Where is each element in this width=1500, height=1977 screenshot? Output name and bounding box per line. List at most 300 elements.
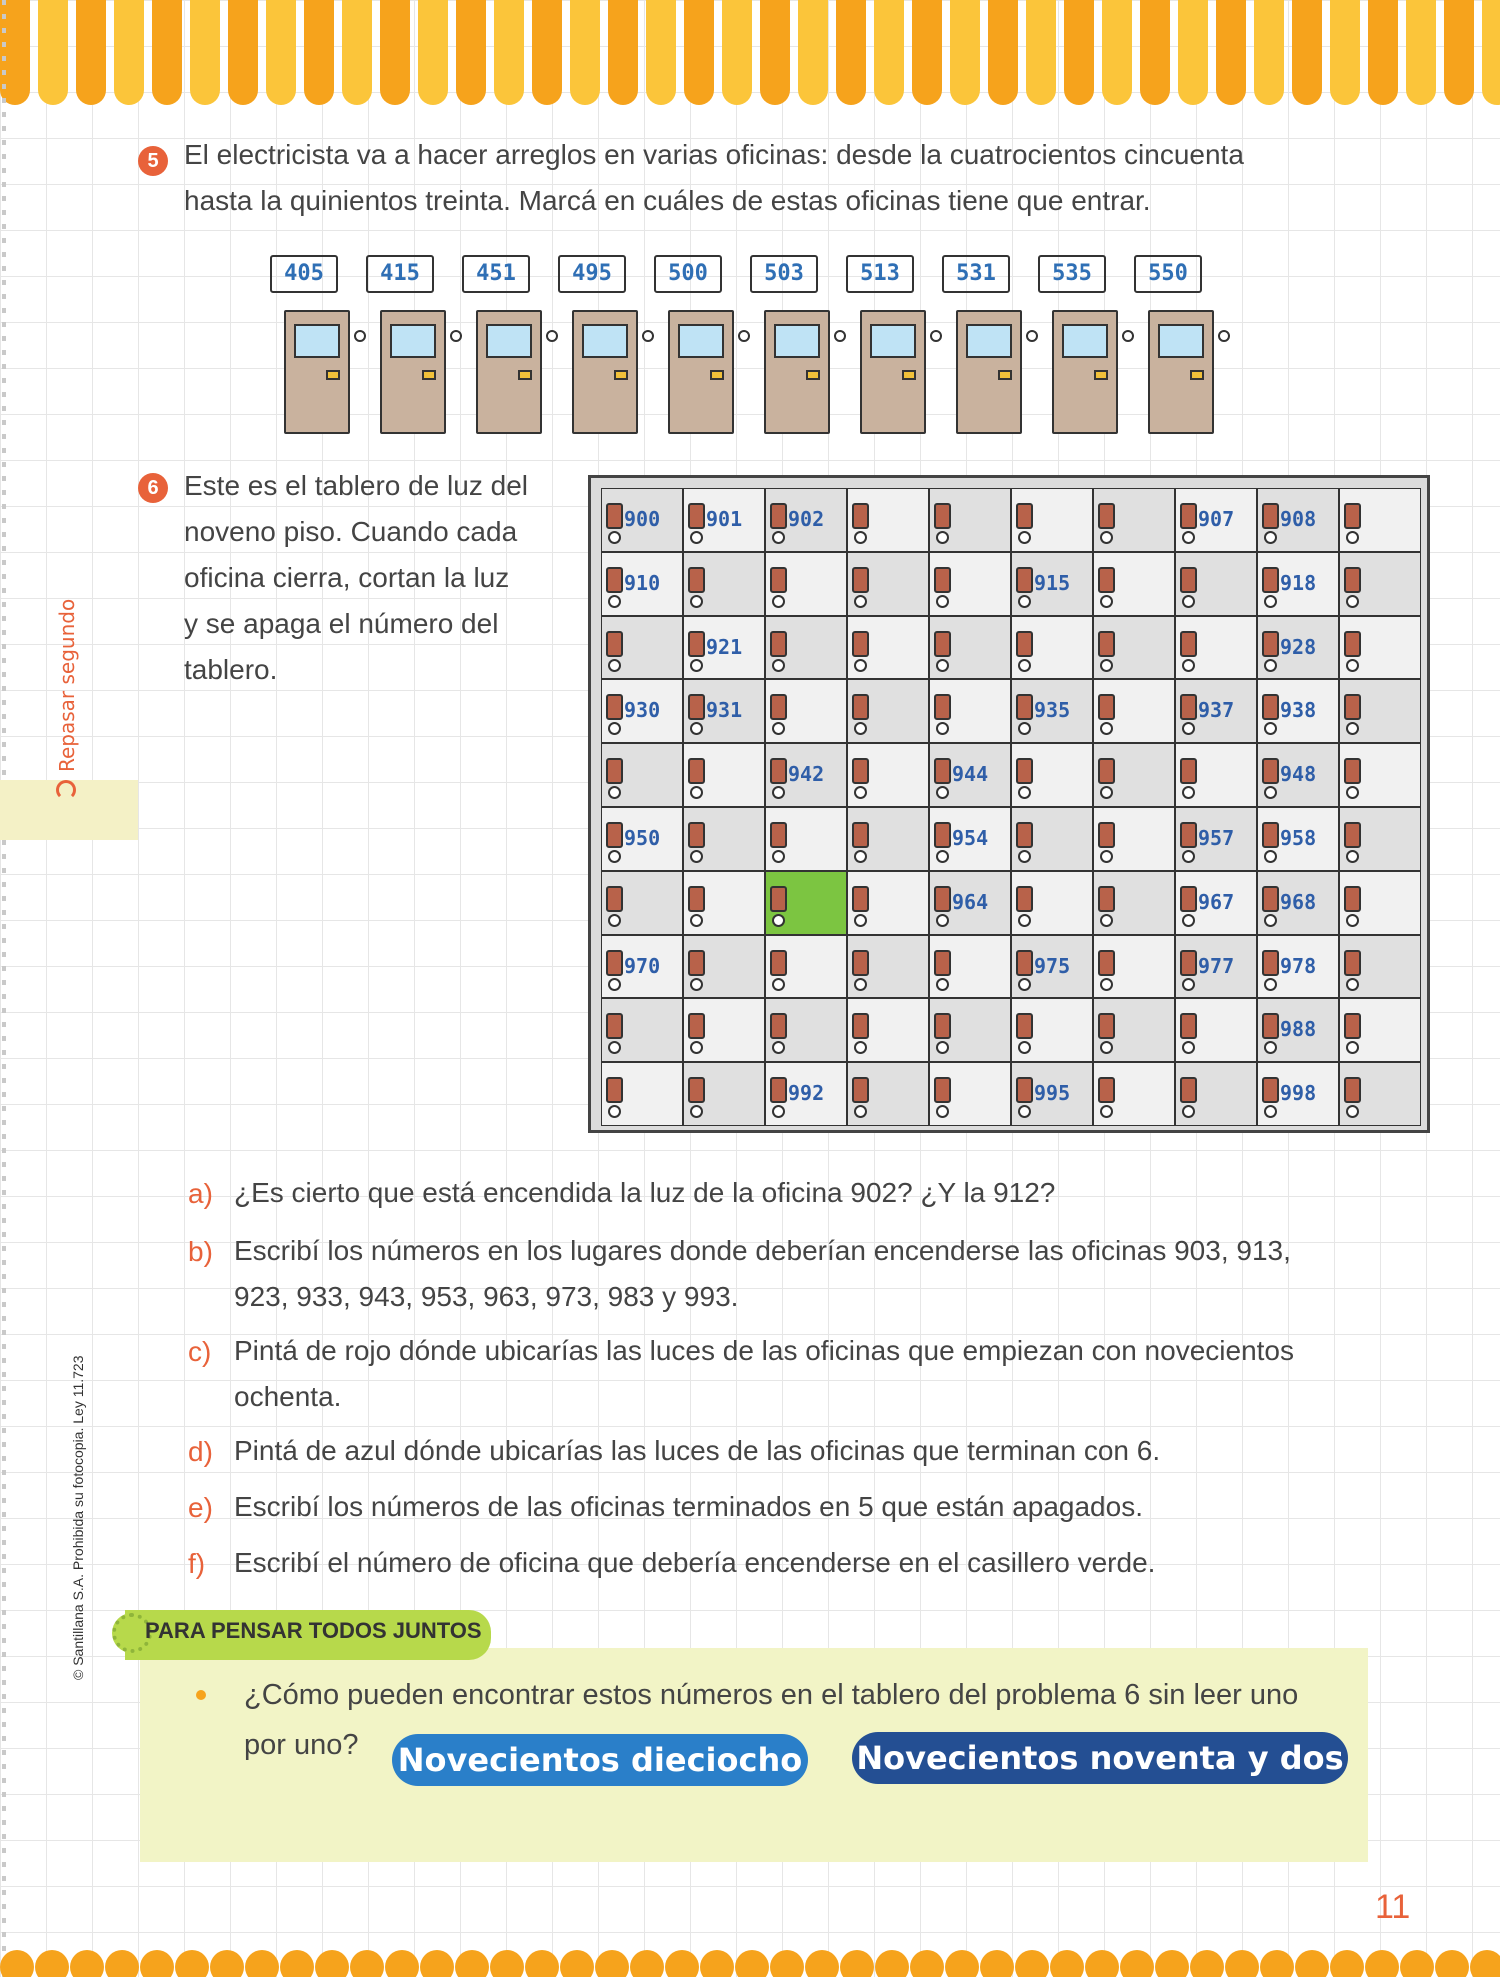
switch-knob-icon [1100,1041,1113,1054]
light-switch-icon [770,822,787,848]
light-switch-icon [1262,758,1279,784]
board-cell[interactable] [847,552,929,616]
switch-knob-icon [690,978,703,991]
light-switch-icon [688,694,705,720]
light-switch-icon [1180,503,1197,529]
board-cell[interactable] [1011,935,1093,999]
think-question-line-2: por uno? [244,1729,359,1761]
board-number: 902 [788,507,825,531]
light-switch-icon [770,1077,787,1103]
board-cell[interactable] [601,679,683,743]
board-cell[interactable] [1339,679,1421,743]
light-switch-icon [1180,950,1197,976]
board-cell[interactable] [847,488,929,552]
question-letter: e) [188,1492,213,1523]
door-window [294,324,340,358]
band-stripe [988,0,1018,105]
light-switch-icon [688,567,705,593]
office-door[interactable] [462,255,562,435]
board-cell[interactable] [1093,807,1175,871]
switch-knob-icon [608,914,621,927]
board-cell[interactable] [1093,998,1175,1062]
band-stripe [380,0,410,105]
board-number: 950 [624,826,661,850]
light-switch-icon [688,503,705,529]
switch-knob-icon [608,1041,621,1054]
band-bead [140,1950,174,1977]
band-bead [875,1950,909,1977]
board-cell[interactable] [1093,616,1175,680]
board-cell[interactable] [1257,935,1339,999]
band-stripe [1330,0,1360,105]
light-switch-icon [606,886,623,912]
board-cell[interactable] [1011,998,1093,1062]
switch-knob-icon [1018,786,1031,799]
switch-knob-icon [772,722,785,735]
light-switch-icon [770,503,787,529]
doorbell-icon [354,330,366,342]
board-cell[interactable] [847,1062,929,1126]
question-text [234,1540,1454,1586]
light-switch-icon [1016,758,1033,784]
switch-knob-icon [608,786,621,799]
board-cell[interactable] [1011,743,1093,807]
switch-knob-icon [690,595,703,608]
board-cell[interactable] [1011,871,1093,935]
light-board-grid [601,488,1421,1126]
band-bead [385,1950,419,1977]
switch-knob-icon [854,531,867,544]
board-number: 935 [1034,698,1071,723]
light-switch-icon [1098,1013,1115,1039]
band-bead [945,1950,979,1977]
board-cell[interactable] [683,616,765,680]
band-stripe [646,0,676,105]
door-handle [614,370,628,380]
board-cell[interactable] [1093,935,1175,999]
board-cell[interactable] [929,1062,1011,1126]
board-cell[interactable] [683,998,765,1062]
board-cell[interactable] [601,552,683,616]
question-line: Escribí el número de oficina que debería encenderse en el casillero verde. [234,1547,1156,1578]
board-cell[interactable] [601,616,683,680]
think-together-title: PARA PENSAR TODOS JUNTOS [145,1618,482,1643]
board-cell[interactable] [601,1062,683,1126]
door-icon [956,310,1022,434]
door-icon [380,310,446,434]
board-cell[interactable] [1257,1062,1339,1126]
board-cell[interactable] [847,998,929,1062]
question-text [234,1228,1454,1320]
switch-knob-icon [690,914,703,927]
switch-knob-icon [1182,978,1195,991]
board-cell[interactable] [847,743,929,807]
switch-knob-icon [936,659,949,672]
light-switch-icon [688,758,705,784]
switch-knob-icon [772,850,785,863]
board-cell[interactable] [765,998,847,1062]
band-stripe [950,0,980,105]
board-cell[interactable] [601,998,683,1062]
board-cell[interactable] [1093,1062,1175,1126]
door-window [390,324,436,358]
switch-knob-icon [1100,850,1113,863]
board-cell[interactable] [929,807,1011,871]
band-stripe [494,0,524,105]
board-cell[interactable] [683,871,765,935]
switch-knob-icon [608,531,621,544]
band-bead [1295,1950,1329,1977]
door-icon [764,310,830,434]
office-door[interactable] [1038,255,1138,435]
problem-6-line: oficina cierra, cortan la luz [184,562,510,593]
board-number: 942 [788,762,825,787]
door-window [1158,324,1204,358]
switch-knob-icon [1018,659,1031,672]
door-number: 415 [366,255,434,293]
switch-knob-icon [1346,659,1359,672]
switch-knob-icon [1018,850,1031,863]
light-switch-icon [1344,1013,1361,1039]
door-handle [806,370,820,380]
board-cell[interactable] [1175,616,1257,680]
board-number: 968 [1280,889,1317,914]
board-cell[interactable] [1175,871,1257,935]
board-cell[interactable] [765,488,847,552]
light-switch-icon [934,886,951,912]
switch-knob-icon [1100,595,1113,608]
board-cell[interactable] [1339,1062,1421,1126]
band-stripe [532,0,562,105]
switch-knob-icon [772,786,785,799]
board-number: 930 [624,698,661,723]
band-bead [455,1950,489,1977]
board-cell[interactable] [1257,488,1339,552]
band-stripe [798,0,828,105]
switch-knob-icon [854,1041,867,1054]
board-cell[interactable] [1257,871,1339,935]
switch-knob-icon [854,850,867,863]
board-cell[interactable] [765,743,847,807]
question-line: ¿Es cierto que está encendida la luz de la oficina 902? ¿Y la 912? [234,1177,1056,1208]
board-cell[interactable] [765,616,847,680]
doorbell-icon [450,330,462,342]
board-cell[interactable] [683,743,765,807]
band-bead [980,1950,1014,1977]
office-door[interactable] [366,255,466,435]
board-cell[interactable] [929,552,1011,616]
band-stripe [1482,0,1500,105]
board-cell[interactable] [601,935,683,999]
door-icon [572,310,638,434]
band-stripe [418,0,448,105]
light-switch-icon [852,822,869,848]
door-handle [1190,370,1204,380]
light-switch-icon [1180,758,1197,784]
doorbell-icon [930,330,942,342]
light-switch-icon [688,886,705,912]
light-switch-icon [1098,1077,1115,1103]
switch-knob-icon [854,722,867,735]
board-cell[interactable] [1011,679,1093,743]
light-switch-icon [1098,503,1115,529]
board-cell[interactable] [1093,743,1175,807]
board-cell[interactable] [1175,1062,1257,1126]
board-cell[interactable] [1175,552,1257,616]
board-cell[interactable] [1175,488,1257,552]
board-number: 988 [1280,1017,1317,1042]
light-switch-icon [1344,1077,1361,1103]
switch-knob-icon [608,1105,621,1118]
light-switch-icon [770,694,787,720]
switch-knob-icon [854,1105,867,1118]
doorbell-icon [1218,330,1230,342]
pill-novecientos-noventa-y-dos: Novecientos noventa y dos [852,1732,1348,1784]
bottom-decorative-band [0,1944,1500,1977]
board-cell[interactable] [1011,807,1093,871]
light-switch-icon [770,886,787,912]
board-cell[interactable] [1257,998,1339,1062]
board-cell[interactable] [929,488,1011,552]
light-switch-icon [1180,567,1197,593]
light-switch-icon [934,567,951,593]
board-cell[interactable] [1093,679,1175,743]
board-cell[interactable] [1011,552,1093,616]
board-cell[interactable] [601,807,683,871]
light-switch-icon [1344,886,1361,912]
office-door[interactable] [270,255,370,435]
band-stripe [342,0,372,105]
band-bead [805,1950,839,1977]
light-switch-icon [1180,1013,1197,1039]
board-cell[interactable] [1257,616,1339,680]
light-switch-icon [1262,631,1279,657]
board-cell[interactable] [601,743,683,807]
board-cell[interactable] [1175,679,1257,743]
switch-knob-icon [608,850,621,863]
switch-knob-icon [1346,1041,1359,1054]
light-switch-icon [1016,1013,1033,1039]
board-cell[interactable] [1175,998,1257,1062]
band-bead [35,1950,69,1977]
problem-6-line: y se apaga el número del [184,608,499,639]
switch-knob-icon [772,914,785,927]
light-switch-icon [934,950,951,976]
board-cell[interactable] [683,488,765,552]
board-cell[interactable] [1339,998,1421,1062]
door-icon [284,310,350,434]
board-cell[interactable] [601,871,683,935]
light-switch-icon [1016,1077,1033,1103]
door-number: 550 [1134,255,1202,293]
light-switch-icon [1016,567,1033,593]
switch-knob-icon [690,1041,703,1054]
board-cell[interactable] [765,1062,847,1126]
switch-knob-icon [1346,914,1359,927]
light-switch-icon [770,758,787,784]
band-bead [420,1950,454,1977]
door-icon [476,310,542,434]
office-door[interactable] [846,255,946,435]
door-icon [668,310,734,434]
doorbell-icon [1122,330,1134,342]
board-number: 975 [1034,953,1071,978]
board-cell[interactable] [847,616,929,680]
board-number: 944 [952,762,989,787]
band-stripe [1292,0,1322,105]
office-doors-row [270,255,1280,435]
band-bead [1050,1950,1084,1977]
board-cell[interactable] [765,935,847,999]
band-bead [105,1950,139,1977]
board-cell[interactable] [1339,807,1421,871]
board-cell[interactable] [847,807,929,871]
switch-knob-icon [854,595,867,608]
board-cell-green[interactable] [765,871,847,935]
board-cell[interactable] [683,807,765,871]
band-bead [735,1950,769,1977]
board-cell[interactable] [929,871,1011,935]
switch-knob-icon [1182,1105,1195,1118]
board-cell[interactable] [929,998,1011,1062]
board-cell[interactable] [683,1062,765,1126]
switch-knob-icon [1100,914,1113,927]
light-switch-icon [1180,694,1197,720]
office-door[interactable] [942,255,1042,435]
door-number: 495 [558,255,626,293]
board-cell[interactable] [1339,871,1421,935]
board-cell[interactable] [1339,935,1421,999]
door-handle [326,370,340,380]
switch-knob-icon [1018,595,1031,608]
board-cell[interactable] [929,616,1011,680]
switch-knob-icon [608,722,621,735]
board-cell[interactable] [1339,488,1421,552]
door-window [486,324,532,358]
board-cell[interactable] [1257,552,1339,616]
door-number: 451 [462,255,530,293]
question-letter: d) [188,1436,213,1467]
board-cell[interactable] [1093,488,1175,552]
board-cell[interactable] [601,488,683,552]
switch-knob-icon [608,978,621,991]
board-cell[interactable] [765,552,847,616]
board-cell[interactable] [1093,552,1175,616]
office-door[interactable] [1134,255,1234,435]
switch-knob-icon [1264,850,1277,863]
switch-knob-icon [1264,1041,1277,1054]
band-bead [1260,1950,1294,1977]
switch-knob-icon [1346,722,1359,735]
side-label-text: Repasar segundo [55,598,79,772]
band-bead [245,1950,279,1977]
board-cell[interactable] [1339,552,1421,616]
board-cell[interactable] [847,679,929,743]
office-door[interactable] [654,255,754,435]
board-cell[interactable] [683,552,765,616]
light-switch-icon [606,1077,623,1103]
board-cell[interactable] [847,935,929,999]
band-bead [630,1950,664,1977]
switch-knob-icon [936,978,949,991]
switch-knob-icon [1264,1105,1277,1118]
board-cell[interactable] [1011,616,1093,680]
light-switch-icon [1344,694,1361,720]
office-door[interactable] [750,255,850,435]
switch-knob-icon [1182,659,1195,672]
band-bead [840,1950,874,1977]
switch-knob-icon [1182,786,1195,799]
switch-knob-icon [772,1105,785,1118]
light-switch-icon [1262,950,1279,976]
switch-knob-icon [936,850,949,863]
bullet-icon [196,1690,206,1700]
board-cell[interactable] [1257,679,1339,743]
door-window [582,324,628,358]
band-bead [1225,1950,1259,1977]
light-switch-icon [934,758,951,784]
problem-5-line-2: hasta la quinientos treinta. Marcá en cuáles de estas oficinas tiene que entrar. [184,185,1151,216]
board-cell[interactable] [765,807,847,871]
light-board [588,475,1430,1133]
board-cell[interactable] [929,743,1011,807]
board-cell[interactable] [929,679,1011,743]
band-stripe [1216,0,1246,105]
board-number: 938 [1280,698,1317,723]
office-door[interactable] [558,255,658,435]
light-switch-icon [770,950,787,976]
board-cell[interactable] [1257,743,1339,807]
question-text [234,1328,1454,1420]
switch-knob-icon [608,595,621,608]
board-number: 910 [624,570,661,595]
board-cell[interactable] [683,679,765,743]
board-cell[interactable] [1175,935,1257,999]
board-cell[interactable] [1175,807,1257,871]
board-cell[interactable] [929,935,1011,999]
doorbell-icon [642,330,654,342]
light-switch-icon [1344,758,1361,784]
board-cell[interactable] [1011,488,1093,552]
light-switch-icon [1344,950,1361,976]
switch-knob-icon [936,531,949,544]
board-cell[interactable] [683,935,765,999]
board-cell[interactable] [1257,807,1339,871]
door-number: 535 [1038,255,1106,293]
page-number: 11 [1375,1888,1411,1926]
band-bead [1155,1950,1189,1977]
board-cell[interactable] [1339,616,1421,680]
switch-knob-icon [1100,786,1113,799]
light-switch-icon [934,1077,951,1103]
section-ring-icon [56,780,76,800]
board-cell[interactable] [847,871,929,935]
board-cell[interactable] [1011,1062,1093,1126]
board-cell[interactable] [765,679,847,743]
board-number: 995 [1034,1081,1071,1106]
switch-knob-icon [772,595,785,608]
problem-6-line: tablero. [184,654,278,685]
switch-knob-icon [854,978,867,991]
light-switch-icon [852,694,869,720]
board-cell[interactable] [1175,743,1257,807]
light-switch-icon [1262,1013,1279,1039]
light-switch-icon [1180,1077,1197,1103]
board-cell[interactable] [1093,871,1175,935]
board-cell[interactable] [1339,743,1421,807]
band-bead [700,1950,734,1977]
board-number: 948 [1280,762,1317,787]
